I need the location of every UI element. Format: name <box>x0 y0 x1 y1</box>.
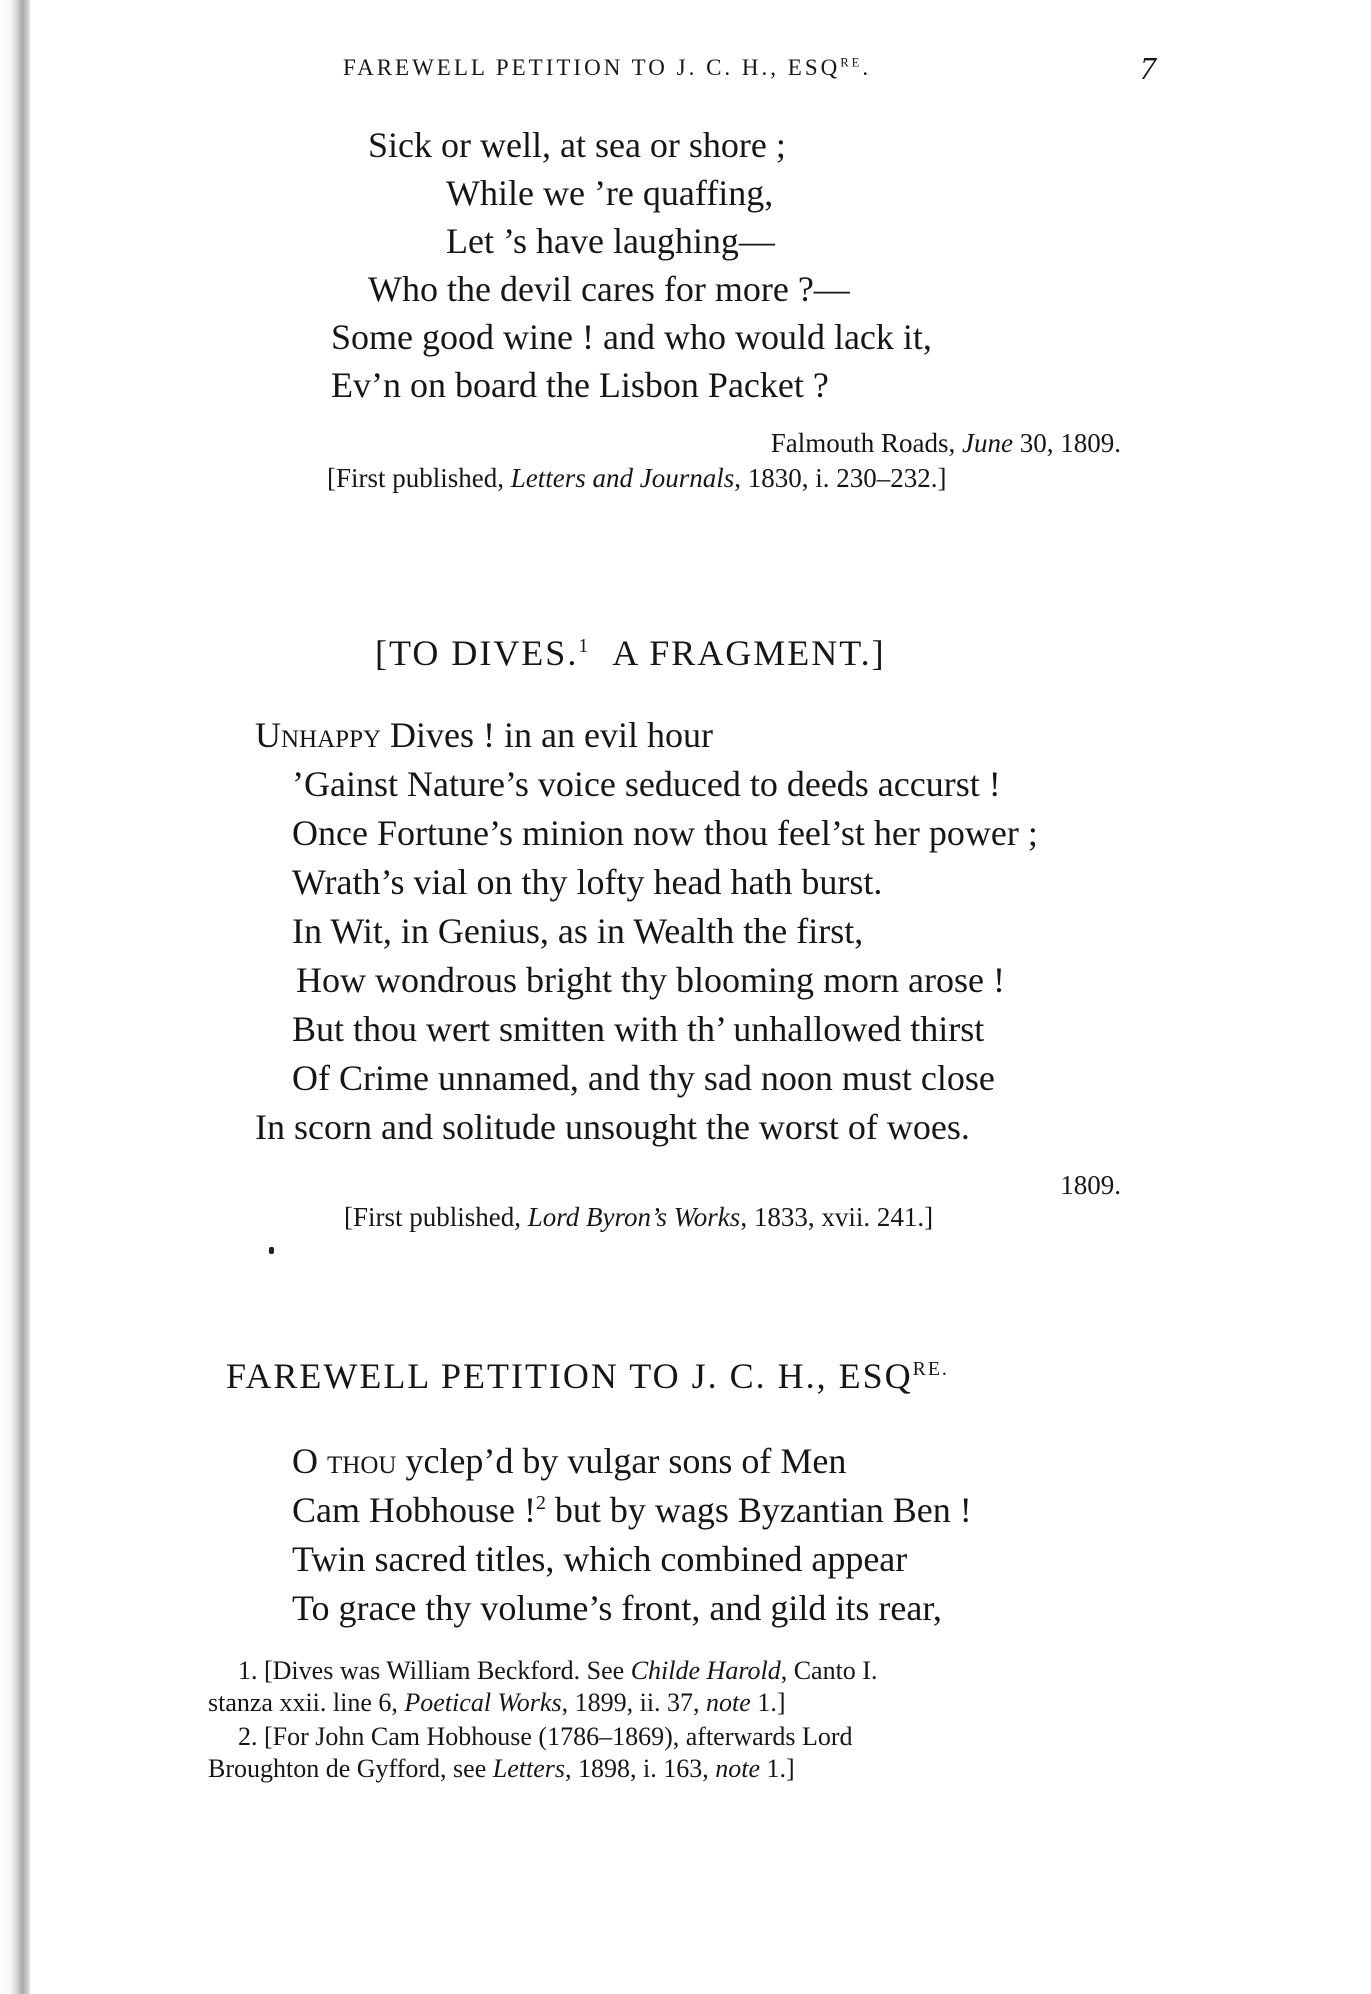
poem1-date: Falmouth Roads, June 30, 1809. <box>770 428 1121 458</box>
petition-line-2: Cam Hobhouse !$^2$ but by wags Byzantian Ben ! <box>292 1490 972 1530</box>
running-header: FAREWELL PETITION TO J. C. H., $ESQ^{RE}$. <box>343 55 872 80</box>
footnote-1-line-2: stanza xxii. line 6, Poetical Works, 1899, ii. 37, note 1.] <box>208 1688 786 1717</box>
dives-line-3: Once Fortune’s minion now thou feel’st her power ; <box>292 813 1038 853</box>
poem1-line-6: Ev’n on board the Lisbon Packet ? <box>331 365 829 405</box>
section-title-farewell-petition: FAREWELL PETITION TO J. C. H., $ESQ^{RE.}$ <box>226 1356 949 1396</box>
footnote-ref-1: 1 <box>578 635 591 657</box>
footnote-1-line-1: 1. [Dives was William Beckford. See Childe Harold, Canto I. <box>238 1656 878 1685</box>
poem1-line-1: Sick or well, at sea or shore ; <box>368 125 786 165</box>
dives-date: 1809. <box>1060 1170 1121 1200</box>
petition-line-4: To grace thy volume’s front, and gild its rear, <box>292 1588 942 1628</box>
dives-line-7: But thou wert smitten with th’ unhallowed thirst <box>292 1009 985 1049</box>
footnote-ref-2: 2 <box>535 1492 546 1514</box>
poem1-line-5: Some good wine ! and who would lack it, <box>331 317 932 357</box>
poem1-line-3: Let ’s have laughing— <box>446 221 775 261</box>
poem1-line-2: While we ’re quaffing, <box>446 173 774 213</box>
dives-line-1: Unhappy Dives ! in an evil hour <box>255 715 713 755</box>
dives-line-2: ’Gainst Nature’s voice seduced to deeds accurst ! <box>292 764 1001 804</box>
poem1-publication-note: [First published, Letters and Journals, 1830, i. 230–232.] <box>327 463 947 493</box>
poem1-line-4: Who the devil cares for more ?— <box>368 269 850 309</box>
section-title-to-dives: [TO DIVES.$^1$ A FRAGMENT.] <box>375 633 886 673</box>
dives-line-5: In Wit, in Genius, as in Wealth the first, <box>292 911 864 951</box>
dives-publication-note: [First published, Lord Byron’s Works, 1833, xvii. 241.] <box>344 1202 934 1232</box>
dives-line-6: How wondrous bright thy blooming morn arose ! <box>296 960 1005 1000</box>
page-gutter-shadow <box>0 0 30 1994</box>
footnote-2-line-1: 2. [For John Cam Hobhouse (1786–1869), afterwards Lord <box>238 1722 853 1751</box>
dives-line-8: Of Crime unnamed, and thy sad noon must close <box>292 1058 995 1098</box>
dives-line-9: In scorn and solitude unsought the worst of woes. <box>255 1107 970 1147</box>
dives-line-4: Wrath’s vial on thy lofty head hath burst. <box>292 862 883 902</box>
petition-line-1: O thou yclep’d by vulgar sons of Men <box>292 1441 847 1481</box>
page-number: 7 <box>1140 50 1156 86</box>
petition-line-3: Twin sacred titles, which combined appear <box>292 1539 908 1579</box>
ink-speck <box>269 1247 274 1254</box>
footnote-2-line-2: Broughton de Gyfford, see Letters, 1898, i. 163, note 1.] <box>208 1754 795 1783</box>
